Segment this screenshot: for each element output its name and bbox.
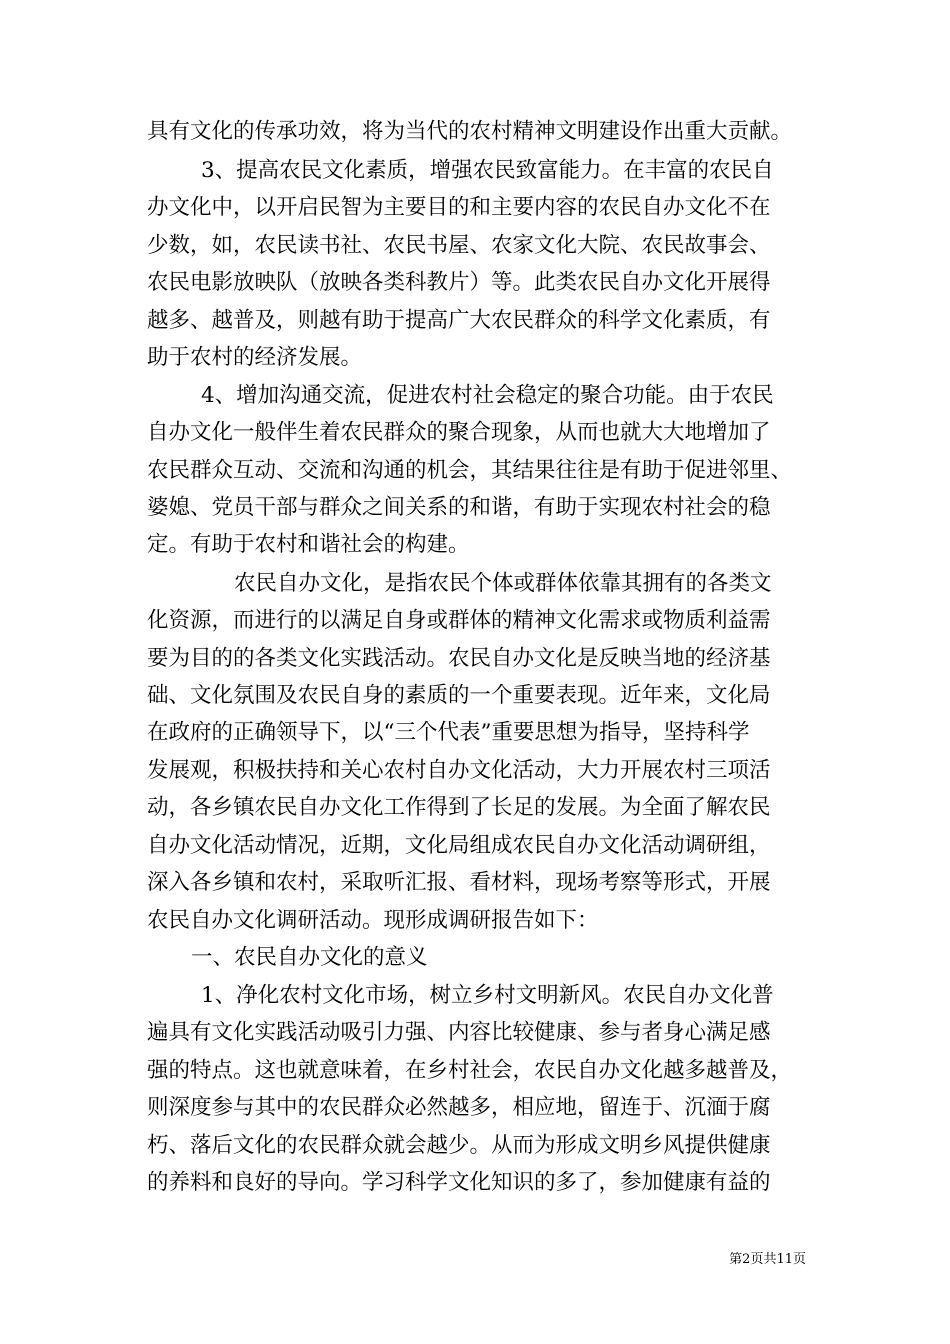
text-line: 农民自办文化，是指农民个体或群体依靠其拥有的各类文: [234, 571, 772, 596]
text-line: 定。有助于农村和谐社会的构建。: [147, 532, 470, 557]
text-line: 3、提高农民文化素质，增强农民致富能力。在丰富的农民自: [201, 158, 774, 183]
text-line: 则深度参与其中的农民群众必然越多，相应地，留连于、沉湎于腐: [147, 1095, 771, 1120]
text-line: 婆媳、党员干部与群众之间关系的和谐，有助于实现农村社会的稳: [147, 495, 771, 520]
text-line: 农民电影放映队（放映各类科教片）等。此类农民自办文化开展得: [147, 270, 771, 295]
text-line: 础、文化氛围及农民自身的素质的一个重要表现。近年来，文化局: [147, 683, 771, 708]
text-line: 4、增加沟通交流，促进农村社会稳定的聚合功能。由于农民: [201, 383, 774, 408]
text-line: 要为目的的各类文化实践活动。农民自办文化是反映当地的经济基: [147, 646, 771, 671]
text-line: 自办文化一般伴生着农民群众的聚合现象，从而也就大大地增加了: [147, 420, 771, 445]
text-line: 的养料和良好的导向。学习科学文化知识的多了，参加健康有益的: [147, 1170, 771, 1195]
text-line: 具有文化的传承功效，将为当代的农村精神文明建设作出重大贡献。: [147, 119, 793, 144]
text-line: 强的特点。这也就意味着，在乡村社会，农民自办文化越多越普及，: [147, 1058, 793, 1083]
text-line: 办文化中，以开启民智为主要目的和主要内容的农民自办文化不在: [147, 195, 771, 220]
text-line: 朽、落后文化的农民群众就会越少。从而为形成文明乡风提供健康: [147, 1133, 771, 1158]
page-number-footer: 第2页共11页: [729, 1252, 806, 1267]
text-line: 少数，如，农民读书社、农民书屋、农家文化大院、农民故事会、: [147, 233, 771, 258]
text-line: 农民自办文化调研活动。现形成调研报告如下：: [147, 908, 599, 933]
text-line: 化资源，而进行的以满足自身或群体的精神文化需求或物质利益需: [147, 608, 771, 633]
text-line: 越多、越普及，则越有助于提高广大农民群众的科学文化素质，有: [147, 308, 771, 333]
text-line: 1、净化农村文化市场，树立乡村文明新风。农民自办文化普: [201, 983, 774, 1008]
text-line: 发展观，积极扶持和关心农村自办文化活动，大力开展农村三项活: [147, 758, 771, 783]
text-line: 遍具有文化实践活动吸引力强、内容比较健康、参与者身心满足感: [147, 1020, 771, 1045]
text-line: 农民群众互动、交流和沟通的机会，其结果往往是有助于促进邻里、: [147, 458, 793, 483]
text-line: 自办文化活动情况，近期，文化局组成农民自办文化活动调研组，: [147, 833, 771, 858]
text-line: 助于农村的经济发展。: [147, 345, 363, 370]
text-line: 动，各乡镇农民自办文化工作得到了长足的发展。为全面了解农民: [147, 795, 771, 820]
text-line: 在政府的正确领导下，以“三个代表”重要思想为指导，坚持科学: [147, 720, 750, 745]
text-line: 深入各乡镇和农村，采取听汇报、看材料，现场考察等形式，开展: [147, 870, 771, 895]
section-heading: 一、农民自办文化的意义: [191, 945, 428, 970]
